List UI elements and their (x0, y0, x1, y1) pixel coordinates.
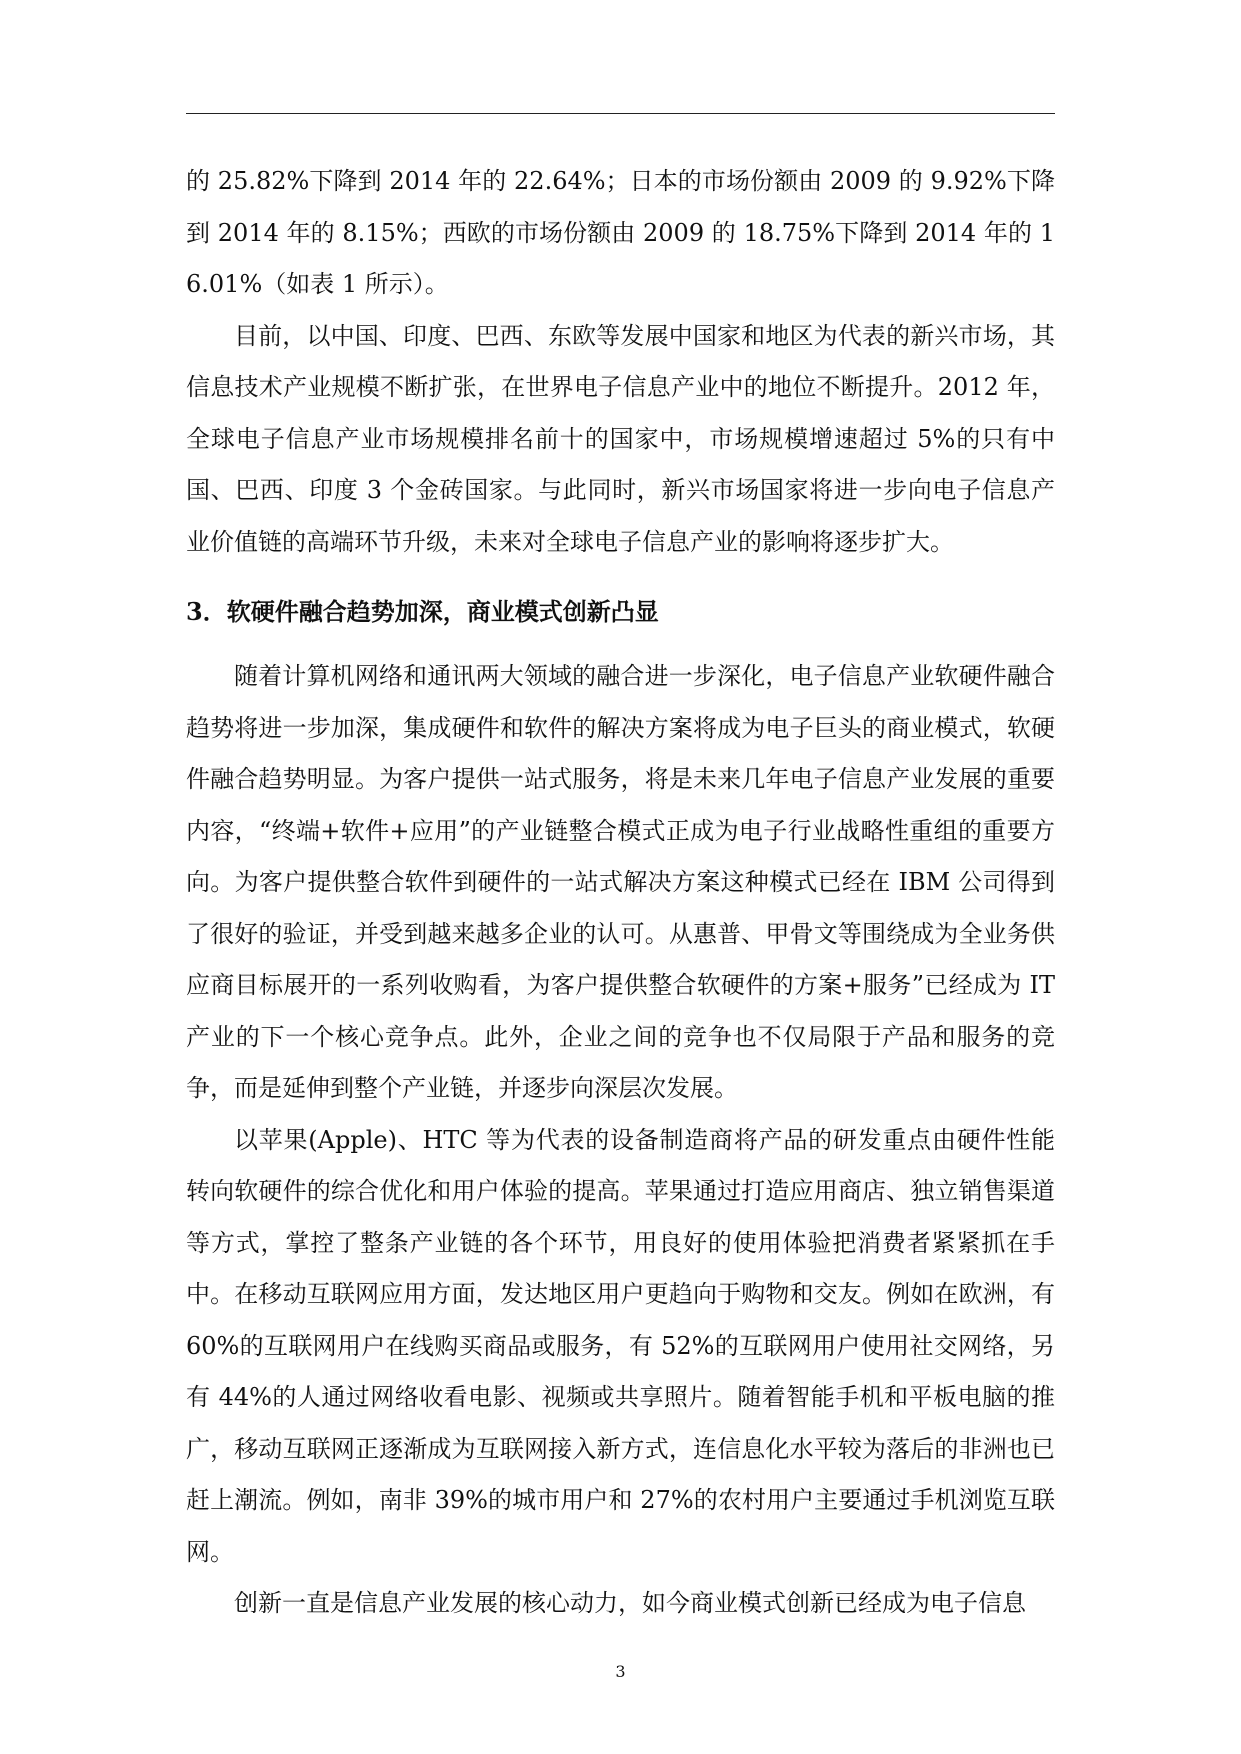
paragraph: 目前，以中国、印度、巴西、东欧等发展中国家和地区为代表的新兴市场，其信息技术产业规模不断扩张，在世界电子信息产业中的地位不断提升。2012 年，全球电子信息产业市场规模排名前十的国家中，市场规模增速超过 5%的只有中国、巴西、印度 3 个金砖国家。与此同时，新兴市场国家将进一步向电子信息产业价值链的高端环节升级，未来对全球电子信息产业的影响将逐步扩大。 (186, 321, 1055, 556)
page-number: 3 (615, 1662, 626, 1681)
section-heading: 3．软硬件融合趋势加深，商业模式创新凸显 (186, 597, 659, 626)
paragraph: 的 25.82%下降到 2014 年的 22.64%；日本的市场份额由 2009 的 9.92%下降到 2014 年的 8.15%；西欧的市场份额由 2009 的 18.75%下降到 2014 年的 16.01%（如表 1 所示）。 (186, 167, 1055, 298)
header-rule (186, 113, 1055, 114)
paragraph: 创新一直是信息产业发展的核心动力，如今商业模式创新已经成为电子信息 (234, 1589, 1026, 1617)
page-body (186, 156, 1055, 1630)
paragraph: 随着计算机网络和通讯两大领域的融合进一步深化，电子信息产业软硬件融合趋势将进一步加深，集成硬件和软件的解决方案将成为电子巨头的商业模式，软硬件融合趋势明显。为客户提供一站式服务，将是未来几年电子信息产业发展的重要内容，“终端+软件+应用”的产业链整合模式正成为电子行业战略性重组的重要方向。为客户提供整合软件到硬件的一站式解决方案这种模式已经在 IBM 公司得到了很好的验证，并受到越来越多企业的认可。从惠普、甲骨文等围绕成为全业务供应商目标展开的一系列收购看，为客户提供整合软硬件的方案+服务”已经成为 IT 产业的下一个核心竞争点。此外，企业之间的竞争也不仅局限于产品和服务的竞争，而是延伸到整个产业链，并逐步向深层次发展。 (186, 662, 1055, 1102)
paragraph: 以苹果(Apple)、HTC 等为代表的设备制造商将产品的研发重点由硬件性能转向软硬件的综合优化和用户体验的提高。苹果通过打造应用商店、独立销售渠道等方式，掌控了整条产业链的各个环节，用良好的使用体验把消费者紧紧抓在手中。在移动互联网应用方面，发达地区用户更趋向于购物和交友。例如在欧洲，有 60%的互联网用户在线购买商品或服务，有 52%的互联网用户使用社交网络，另有 44%的人通过网络收看电影、视频或共享照片。随着智能手机和平板电脑的推广，移动互联网正逐渐成为互联网接入新方式，连信息化水平较为落后的非洲也已赶上潮流。例如，南非 39%的城市用户和 27%的农村用户主要通过手机浏览互联网。 (186, 1125, 1055, 1566)
